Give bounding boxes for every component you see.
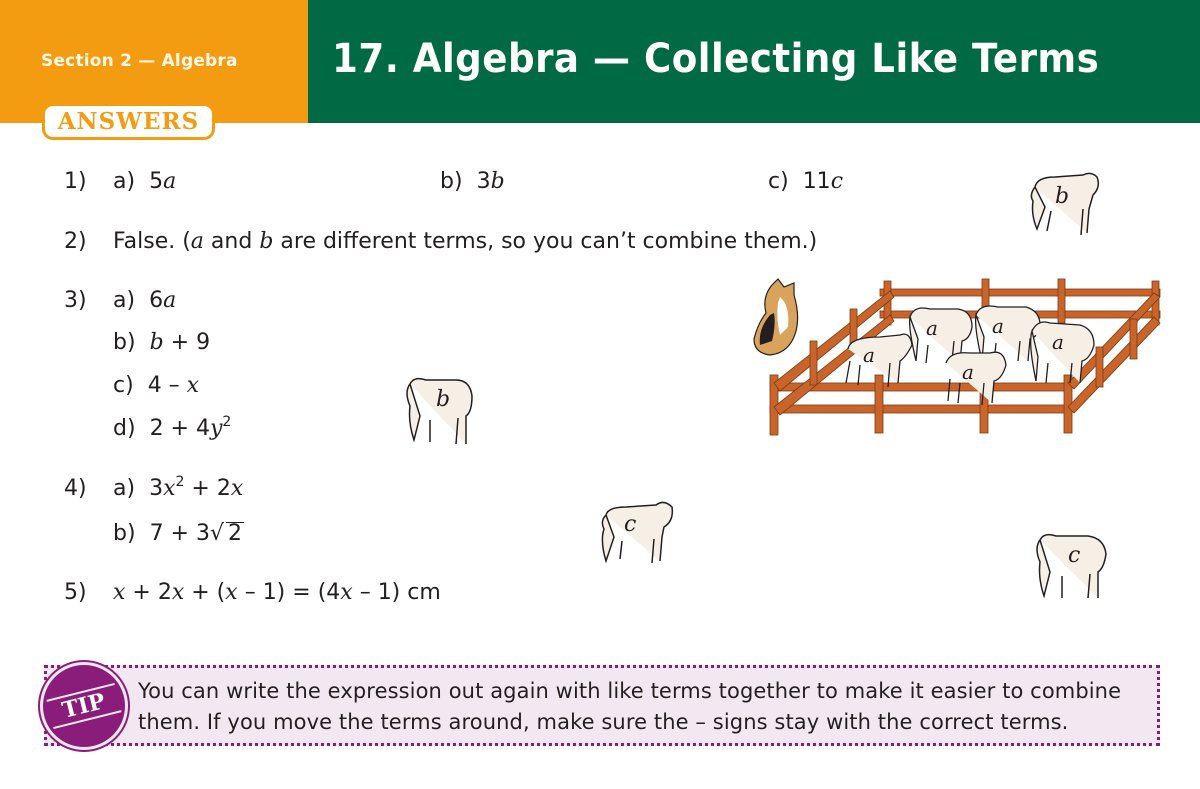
answer-3a (113, 290, 176, 312)
part-label: c) (768, 169, 789, 194)
text: False. ( (113, 229, 191, 254)
answer-2-number (64, 231, 87, 253)
svg-text:a: a (992, 314, 1004, 338)
answer-1c (768, 171, 843, 193)
answer-5-number (64, 582, 87, 604)
tip-badge-icon (40, 662, 128, 750)
text: + 2 (184, 476, 231, 501)
coefficient: 3 (476, 169, 491, 194)
exponent: 2 (175, 474, 185, 490)
part-label: d) (113, 416, 136, 441)
exponent: 2 (222, 414, 232, 430)
answer-2 (113, 231, 817, 253)
answer-4b (113, 522, 244, 545)
text: + 9 (163, 330, 211, 355)
question-number: 2) (64, 229, 87, 254)
sheep-c-icon (598, 495, 678, 567)
coefficient: 6 (149, 288, 164, 313)
answer-3b (113, 332, 210, 354)
sheep-c-icon (1032, 528, 1112, 602)
answer-1b (440, 171, 505, 193)
sheepdog-icon (754, 279, 798, 355)
variable: c (830, 169, 844, 194)
answer-3-number (64, 290, 87, 312)
svg-text:a: a (863, 343, 875, 367)
variable: a (163, 288, 177, 313)
variable: x (186, 373, 200, 398)
question-number: 4) (64, 476, 87, 501)
variable: b (490, 169, 505, 194)
question-number: 1) (64, 169, 87, 194)
coefficient: 11 (802, 169, 831, 194)
tip-badge-label: TIP (59, 688, 109, 724)
variable: b (149, 330, 164, 355)
answer-1 (64, 171, 87, 193)
variable: x (225, 580, 238, 605)
answer-4-number (64, 478, 87, 500)
question-number: 3) (64, 288, 87, 313)
svg-text:b: b (1055, 184, 1070, 209)
answer-1a (113, 171, 176, 193)
answers-badge-label: ANSWERS (57, 108, 200, 135)
svg-text:a: a (926, 316, 938, 340)
answer-5 (113, 582, 441, 604)
variable: y (209, 416, 223, 441)
part-label: c) (113, 373, 134, 398)
text: – 1) cm (352, 580, 441, 605)
text: + ( (184, 580, 226, 605)
sheep-pen-illustration (750, 275, 1170, 440)
sqrt-sign: √ (209, 521, 225, 546)
text: – 1) = (4 (237, 580, 341, 605)
answer-3d (113, 414, 232, 441)
answer-4a (113, 474, 244, 501)
answers-badge (42, 103, 215, 140)
text: 2 + 4 (149, 416, 210, 441)
variable: b (259, 229, 274, 254)
variable: x (171, 580, 185, 605)
part-label: b) (113, 521, 136, 546)
text: 4 – (147, 373, 187, 398)
part-label: b) (113, 330, 136, 355)
variable: a (190, 229, 204, 254)
section-label: Section 2 — Algebra (41, 51, 238, 71)
svg-text:b: b (436, 387, 451, 412)
part-label: a) (113, 476, 136, 501)
text: and (203, 229, 260, 254)
text: 7 + 3 (149, 521, 210, 546)
svg-text:a: a (1052, 330, 1064, 354)
svg-text:c: c (1068, 543, 1081, 568)
radicand: 2 (228, 521, 243, 546)
svg-text:a: a (962, 360, 974, 384)
part-label: a) (113, 169, 136, 194)
coefficient: 5 (149, 169, 164, 194)
text: + 2 (125, 580, 172, 605)
variable: x (340, 580, 353, 605)
part-label: a) (113, 288, 136, 313)
text: are different terms, so you can’t combine them.) (273, 229, 818, 254)
question-number: 5) (64, 580, 87, 605)
sheep-b-icon (400, 372, 478, 450)
variable: x (163, 476, 176, 501)
variable: x (113, 580, 126, 605)
answer-3c (113, 375, 199, 397)
tip-text: You can write the expression out again with like terms together to make it easier to combine them. If you move the terms around, make sure the – signs stay with the correct terms. (138, 679, 1122, 734)
coefficient: 3 (149, 476, 164, 501)
page-title: 17. Algebra — Collecting Like Terms (332, 36, 1100, 82)
part-label: b) (440, 169, 463, 194)
variable: a (163, 169, 177, 194)
variable: x (230, 476, 244, 501)
svg-text:c: c (624, 512, 637, 537)
sheep-b-icon (1025, 165, 1105, 243)
